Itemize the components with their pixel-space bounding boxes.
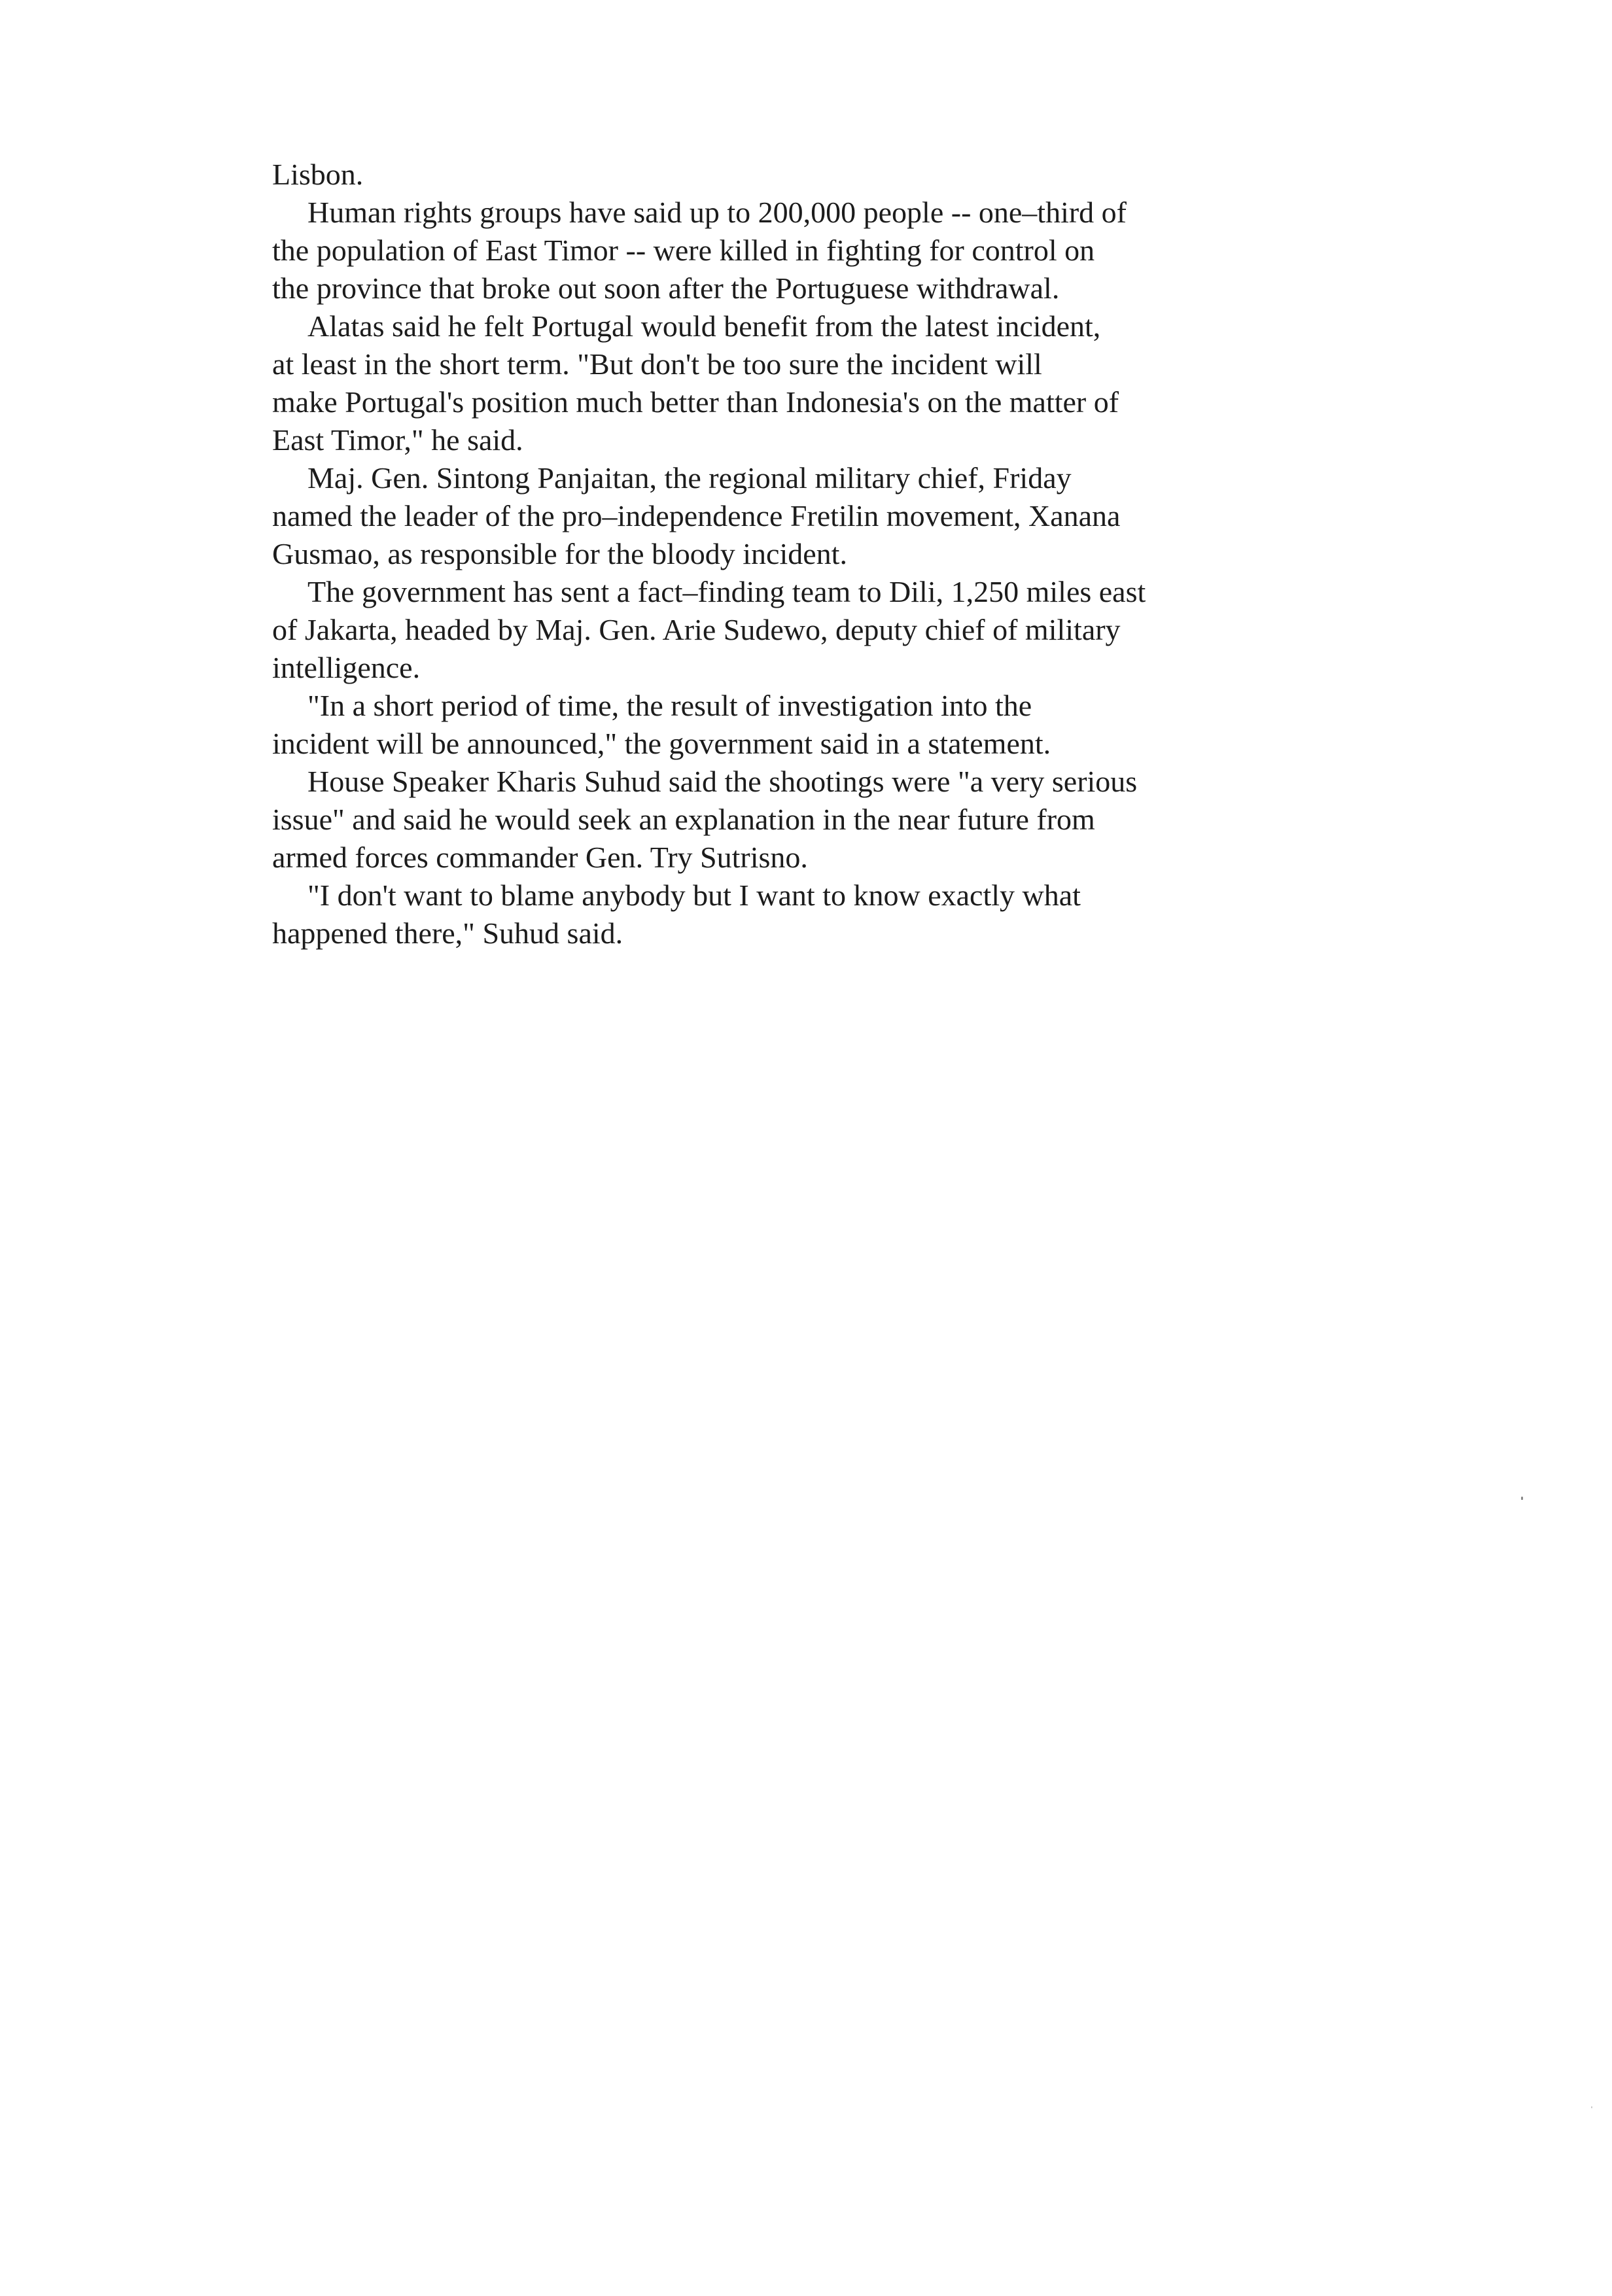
article-body	[272, 156, 1293, 952]
text-line: Alatas said he felt Portugal would benefit from the latest incident,	[307, 309, 1101, 343]
text-line: Gusmao, as responsible for the bloody incident.	[272, 537, 847, 570]
text-line: armed forces commander Gen. Try Sutrisno.	[272, 841, 808, 874]
text-line: the province that broke out soon after the Portuguese withdrawal.	[272, 271, 1060, 305]
text-line: incident will be announced," the government said in a statement.	[272, 727, 1051, 760]
text-line: intelligence.	[272, 651, 421, 684]
text-line: make Portugal's position much better than Indonesia's on the matter of	[272, 385, 1119, 419]
text-line: Lisbon.	[272, 158, 364, 191]
text-line: "In a short period of time, the result of investigation into the	[307, 689, 1032, 722]
text-line: The government has sent a fact–finding team to Dili, 1,250 miles east	[307, 575, 1146, 608]
text-line: "I don't want to blame anybody but I want to know exactly what	[307, 878, 1081, 912]
text-line: happened there," Suhud said.	[272, 916, 623, 950]
text-line: East Timor," he said.	[272, 423, 523, 457]
text-line: Human rights groups have said up to 200,000 people -- one–third of	[307, 196, 1127, 229]
text-line: of Jakarta, headed by Maj. Gen. Arie Sudewo, deputy chief of military	[272, 613, 1121, 646]
text-line: issue" and said he would seek an explanation in the near future from	[272, 803, 1095, 836]
scan-speck	[1521, 1497, 1523, 1500]
text-line: House Speaker Kharis Suhud said the shootings were "a very serious	[307, 765, 1138, 798]
text-line: named the leader of the pro–independence Fretilin movement, Xanana	[272, 499, 1121, 532]
text-line: the population of East Timor -- were killed in fighting for control on	[272, 234, 1095, 267]
text-line: Maj. Gen. Sintong Panjaitan, the regional military chief, Friday	[307, 461, 1072, 495]
scan-speck	[1591, 2106, 1592, 2108]
text-line: at least in the short term. "But don't be too sure the incident will	[272, 347, 1042, 381]
